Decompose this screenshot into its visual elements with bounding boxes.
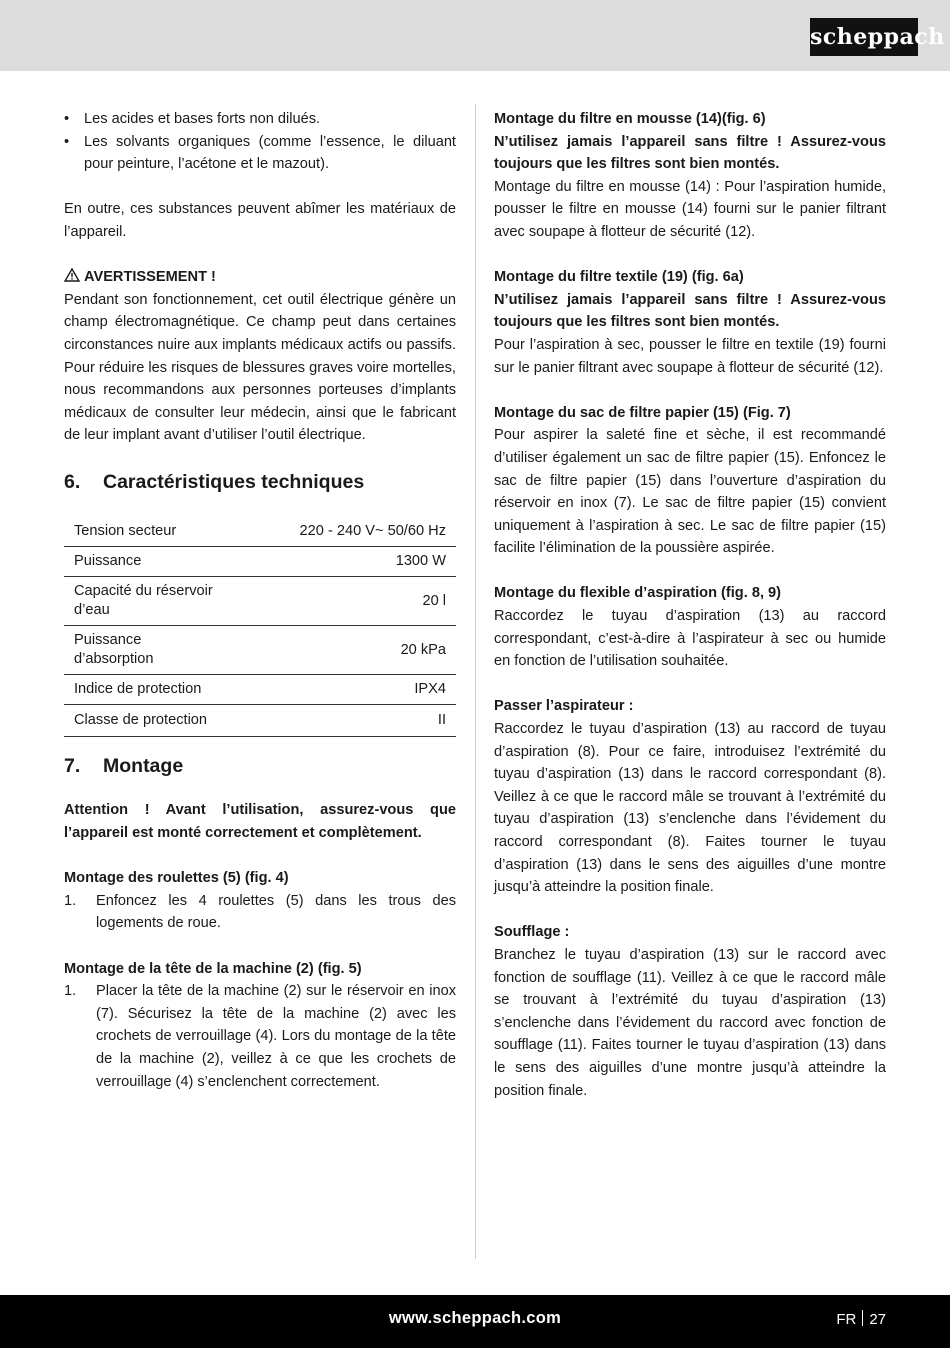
textile-warning: N’utilisez jamais l’appareil sans filtre ! Assurez-vous toujours que les filtres sont bien montés. <box>494 291 886 331</box>
flexible-heading: Montage du flexible d’aspiration (fig. 8, 9) <box>494 585 782 602</box>
table-row <box>64 547 456 577</box>
intro-paragraph: En outre, ces substances peuvent abîmer les matériaux de l’appareil. <box>64 201 456 240</box>
list-item: 1. Enfoncez les 4 roulettes (5) dans les trous des logements de roue. <box>64 892 456 932</box>
table-row <box>64 517 456 547</box>
column-divider <box>475 104 476 1259</box>
warning-text: Pendant son fonctionnement, cet outil électrique génère un champ électromagnétique. Ce champ peut dans certaines circonstances nuire aux implants médicaux actifs ou passifs. Pour réduire les risques de blessures graves voire mortelles, nous recommandons aux personnes porteuses d’implants médicaux de consulter leur médecin, ainsi que le fabricant de leur implant avant d’utiliser l’outil électrique. <box>64 291 456 444</box>
section-7-title: 7. Montage <box>64 755 184 778</box>
bullet-list <box>64 108 456 176</box>
tete-steps <box>64 980 456 1093</box>
table-row <box>64 626 456 675</box>
roulettes-heading: Montage des roulettes (5) (fig. 4) <box>64 870 289 887</box>
website-link[interactable]: www.scheppach.com <box>388 1309 562 1327</box>
brand-logo: scheppach <box>810 18 918 56</box>
mousse-heading: Montage du filtre en mousse (14)(fig. 6) <box>494 111 766 127</box>
table-row <box>64 705 456 737</box>
warning-title: AVERTISSEMENT ! <box>84 269 216 286</box>
mousse-text: Montage du filtre en mousse (14) : Pour l’aspiration humide, pousser le filtre en mousse (14) fourni sur le panier filtrant avec soupape à flotteur de sécurité (12). <box>494 178 886 240</box>
spec-value: II <box>234 705 456 737</box>
soufflage-text: Branchez le tuyau d’aspiration (13) sur le raccord avec fonction de soufflage (11). Veillez à ce que le raccord mâle se trouvant à l’extrémité du tuyau d’aspiration (13) s’enclenche dans l’évidement du raccord avec fonction de soufflage (11). Faites tourner le tuyau d’aspiration (13) dans le sens des aiguilles d’une montre jusqu’à atteindre la position finale. <box>494 946 886 1099</box>
sac-heading: Montage du sac de filtre papier (15) (Fig. 7) <box>494 404 791 421</box>
spec-label: Indice de protection <box>64 675 234 705</box>
language-code: FR <box>836 1311 857 1328</box>
spec-label: Capacité du réservoir d’eau <box>64 577 234 626</box>
warning-triangle-icon <box>64 268 80 282</box>
textile-heading: Montage du filtre textile (19) (fig. 6a) <box>494 269 744 286</box>
textile-text: Pour l’aspiration à sec, pousser le filtre en textile (19) fourni sur le panier filtrant avec soupape à flotteur de sécurité (12). <box>494 336 886 376</box>
bullet-item: • Les acides et bases forts non dilués. <box>64 108 456 131</box>
bullet-item: • Les solvants organiques (comme l’essence, le diluant pour peinture, l’acétone et le mazout). <box>64 131 456 176</box>
warning-heading <box>64 266 456 289</box>
table-row <box>64 675 456 705</box>
spec-value: 20 kPa <box>234 626 456 675</box>
page-indicator <box>836 1310 886 1328</box>
spec-value: IPX4 <box>234 675 456 705</box>
page-number: 27 <box>869 1311 886 1328</box>
soufflage-heading: Soufflage : <box>494 924 570 941</box>
footer-bar <box>0 1295 950 1348</box>
table-row <box>64 577 456 626</box>
flexible-text: Raccordez le tuyau d’aspiration (13) au raccord correspondant, c’est-à-dire à l’aspirateur à sec ou humide en fonction de l’utilisation souhaitée. <box>494 608 886 670</box>
page-separator <box>862 1310 863 1326</box>
roulettes-steps <box>64 890 456 935</box>
passer-text: Raccordez le tuyau d’aspiration (13) au raccord de tuyau d’aspiration (8). Pour ce faire, introduisez l’extrémité du tuyau d’aspiration (13) dans le raccord correspondant (8). Veillez à ce que le raccord mâle se trouvant à l’extrémité du tuyau d’aspiration (13) s’enclenche dans l’évidement du raccord correspondant (8). Faites tourner le tuyau d’aspiration (13) dans le sens des aiguilles d’une montre jusqu’à atteindre la position finale. <box>494 721 886 896</box>
header-band <box>0 0 950 71</box>
right-column <box>494 108 886 1102</box>
tete-heading: Montage de la tête de la machine (2) (fig. 5) <box>64 960 362 977</box>
spec-label: Puissance d’absorption <box>64 626 234 675</box>
spec-value: 20 l <box>234 577 456 626</box>
mousse-warning: N’utilisez jamais l’appareil sans filtre ! Assurez-vous toujours que les filtres sont bien montés. <box>494 133 886 173</box>
sac-text: Pour aspirer la saleté fine et sèche, il est recommandé d’utiliser également un sac de filtre papier (15). Enfoncez le sac de filtre papier (15) dans l’ouverture d’aspiration du réservoir en inox (7). Le sac de filtre papier (15) convient uniquement à l’aspiration à sec. Le sac de filtre papier (15) facilite l’élimination de la poussière aspirée. <box>494 427 886 557</box>
list-item: 1. Placer la tête de la machine (2) sur le réservoir en inox (7). Sécurisez la tête de la machine (2) avec les crochets de verrouillage (4). Lors du montage de la tête de la machine (2), veillez à ce que les crochets de verrouillage (4) s’enclenchent correctement. <box>64 983 456 1090</box>
spec-label: Classe de protection <box>64 705 234 737</box>
left-column <box>64 108 456 1093</box>
spec-table <box>64 517 456 738</box>
spec-label: Puissance <box>64 547 234 577</box>
spec-label: Tension secteur <box>64 517 234 547</box>
section-6-title: 6. Caractéristiques techniques <box>64 470 365 493</box>
passer-heading: Passer l’aspirateur : <box>494 698 634 715</box>
spec-value: 1300 W <box>234 547 456 577</box>
spec-value: 220 - 240 V~ 50/60 Hz <box>234 517 456 547</box>
attention-text: Attention ! Avant l’utilisation, assurez-vous que l’appareil est monté correctement et complètement. <box>64 802 456 841</box>
